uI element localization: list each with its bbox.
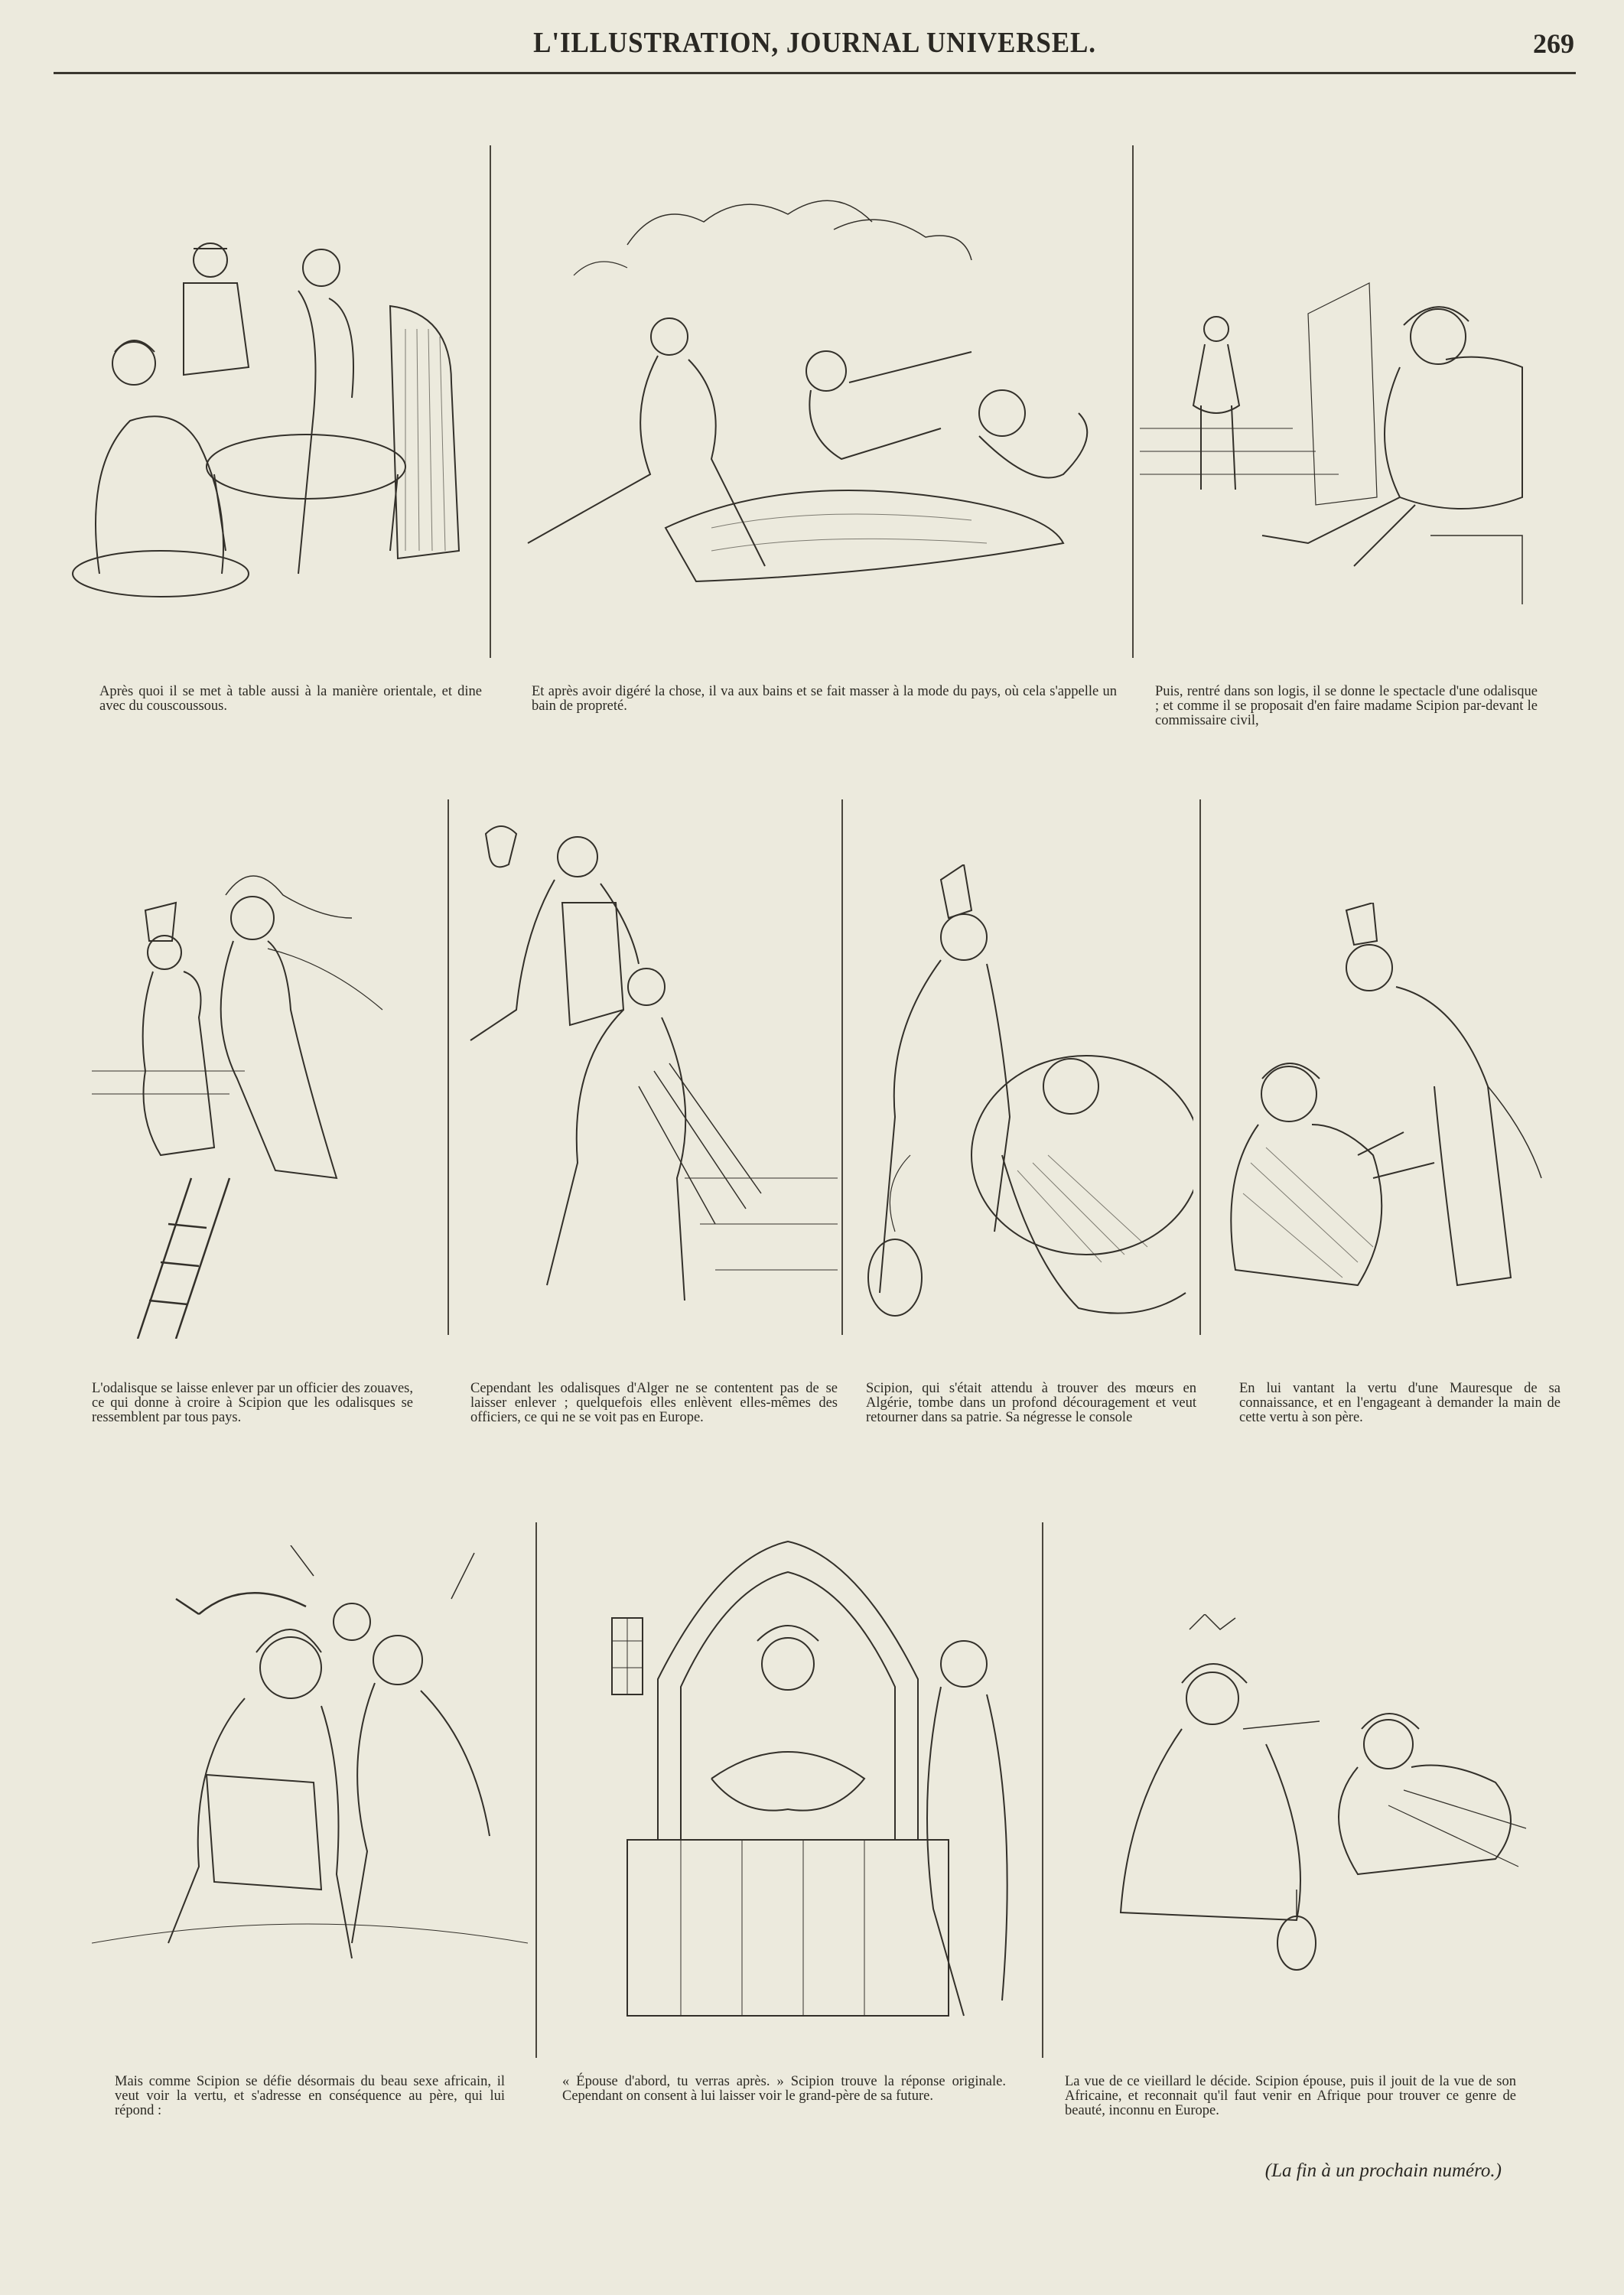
caption-2-4: En lui vantant la vertu d'une Mauresque de sa connaissance, et en l'engageant à demander la main de cette vertu à son père. [1239,1381,1561,1425]
column-divider [1042,1522,1043,2058]
journal-title: L'ILLUSTRATION, JOURNAL UNIVERSEL. [533,27,1096,59]
caption-1-2: Et après avoir digéré la chose, il va aux bains et se fait masser à la mode du pays, où cela s'appelle un bain de propreté. [532,684,1117,714]
engraving-panel-3-3 [1067,1614,1541,1997]
column-divider [535,1522,537,2058]
caption-1-1: Après quoi il se met à table aussi à la manière orientale, et dine avec du couscoussous. [99,684,482,714]
engraving-african-bride-illustration [1067,1614,1541,1997]
engraving-angry-father-illustration [92,1545,528,1989]
caption-2-1: L'odalisque se laisse enlever par un officier des zouaves, ce qui donne à croire à Scipion que les odalisques se ressemblent par tous pays. [92,1381,413,1425]
engraving-grandfather-illustration [566,1526,1025,2023]
caption-3-1: Mais comme Scipion se défie désormais du beau sexe africain, il veut voir la vertu, et s'adresse en conséquence au père, qui lui répond : [115,2074,505,2118]
caption-1-3: Puis, rentré dans son logis, il se donne le spectacle d'une odalisque ; et comme il se proposait d'en faire madame Scipion par-devant le commissaire civil, [1155,684,1538,728]
caption-2-3: Scipion, qui s'était attendu à trouver des mœurs en Algérie, tombe dans un profond découragement et veut retourner dans sa patrie. Sa négresse le console [866,1381,1196,1425]
continuation-note: (La fin à un prochain numéro.) [1264,2160,1502,2181]
engraving-panel-3-2 [566,1526,1025,2023]
caption-3-3: La vue de ce vieillard le décide. Scipion épouse, puis il jouit de la vue de son Africaine, et reconnait qu'il faut venir en Afrique pour trouver ce genre de beauté, inconnu en Europe. [1065,2074,1516,2118]
caption-3-2: « Épouse d'abord, tu verras après. » Scipion trouve la réponse originale. Cependant on consent à lui laisser voir le grand-père de sa future. [562,2074,1006,2104]
caption-2-2: Cependant les odalisques d'Alger ne se contentent pas de se laisser enlever ; quelquefois elles enlèvent elles-mêmes des officiers, ce qui ne se voit pas en Europe. [470,1381,838,1425]
page-number: 269 [1533,28,1574,59]
engraving-panel-3-1 [92,1545,528,1989]
